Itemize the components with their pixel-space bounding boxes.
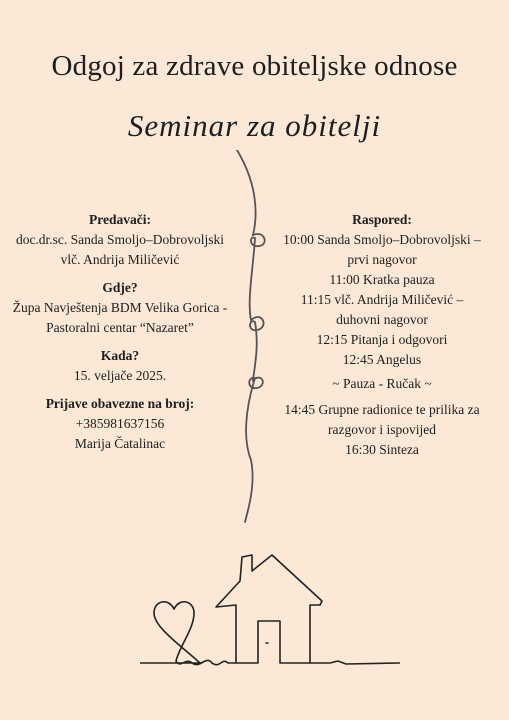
schedule-item-1b: prvi nagovor — [347, 252, 417, 267]
poster-title: Odgoj za zdrave obiteljske odnose — [51, 50, 458, 82]
lecturers-section — [0, 210, 240, 270]
signup-phone: +385981637156 — [75, 416, 165, 431]
schedule-item-2: 11:00 Kratka pauza — [329, 272, 435, 287]
schedule-item-7b: razgovor i ispovijed — [328, 422, 436, 437]
date-heading: Kada? — [100, 348, 140, 363]
schedule-item-4: 12:15 Pitanja i odgovori — [316, 332, 448, 347]
schedule-item-8: 16:30 Sinteza — [345, 442, 419, 457]
date-value: 15. veljače 2025. — [73, 368, 167, 383]
schedule-item-1a: 10:00 Sanda Smoljo–Dobrovoljski – — [283, 232, 481, 247]
signup-section — [0, 394, 240, 454]
location-line-1: Župa Navještenja BDM Velika Gorica - — [12, 300, 228, 315]
signup-name: Marija Čatalinac — [74, 436, 166, 451]
schedule-break: ~ Pauza - Ručak ~ — [332, 376, 432, 391]
location-heading: Gdje? — [102, 280, 138, 295]
house-heart-line-icon — [140, 545, 400, 675]
schedule-item-5: 12:45 Angelus — [342, 352, 422, 367]
poster-subtitle: Seminar za obitelji — [127, 108, 382, 143]
date-section — [0, 346, 240, 386]
info-column — [0, 210, 240, 462]
lecturer-1: doc.dr.sc. Sanda Smoljo–Dobrovoljski — [15, 232, 225, 247]
lecturer-2: vlč. Andrija Miličević — [60, 252, 180, 267]
signup-heading: Prijave obavezne na broj: — [45, 396, 195, 411]
schedule-heading: Raspored: — [352, 212, 412, 227]
location-line-2: Pastoralni centar “Nazaret” — [46, 320, 194, 335]
schedule-item-3b: duhovni nagovor — [336, 312, 428, 327]
lecturers-heading: Predavači: — [89, 212, 151, 227]
vine-line-icon — [225, 150, 285, 530]
location-section — [0, 278, 240, 338]
schedule-column — [262, 210, 502, 460]
schedule-item-7a: 14:45 Grupne radionice te prilika za — [284, 402, 480, 417]
schedule-item-3a: 11:15 vlč. Andrija Miličević – — [300, 292, 464, 307]
